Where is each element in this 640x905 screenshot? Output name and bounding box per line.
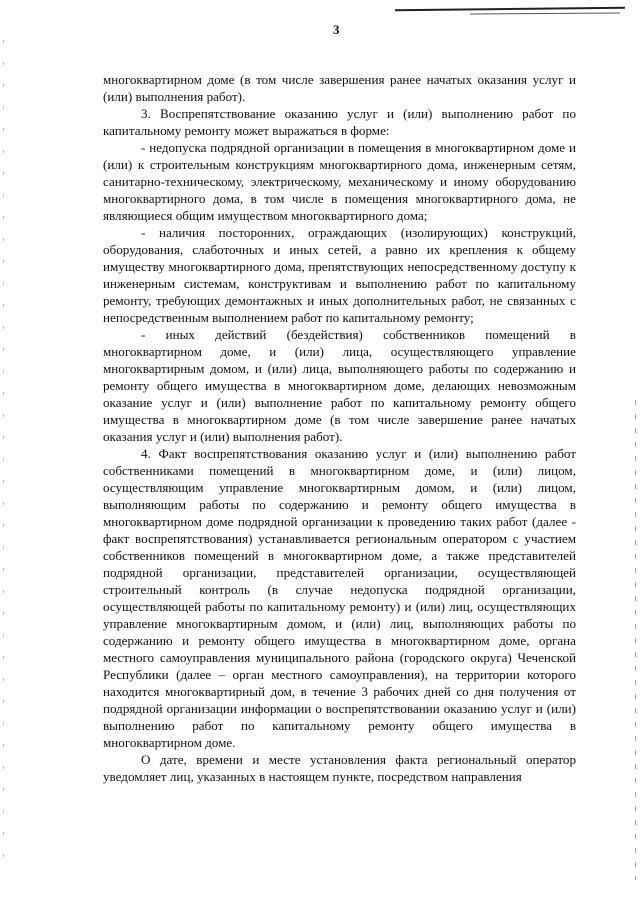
scan-edge-left	[3, 40, 4, 870]
paragraph-clause-4: 4. Факт воспрепятствования оказанию услуг и (или) выполнению работ собственниками помещений в многоквартирном доме, и (или) лицом, осуществляющим управление многоквартирным домом, и (или) лицом, выполняющим работы по содержанию и ремонту общего имущества в многоквартирном доме подрядной организации к проведению таких работ (далее - факт воспрепятствования) устанавливается региональным оператором с участием собственников помещений в многоквартирном доме, а также представителей подрядной организации, представителей организации, осуществляющей строительный контроль (в случае недопуска подрядной организации, осуществляющей работы по капитальному ремонту) и (или) лиц, осуществляющих управление многоквартирным домом, и (или) лиц, выполняющих работы по содержанию и ремонту общего имущества в многоквартирном доме, органа местного самоуправления муниципального района (городского округа) Чеченской Республики (далее – орган местного самоуправления), на территории которого находится многоквартирный дом, в течение 3 рабочих дней со дня получения от подрядной организации информации о воспрепятствовании оказанию услуг и (или) выполнению работ по капитальному ремонту общего имущества в многоквартирном доме.	[103, 446, 576, 750]
page-number: 3	[333, 22, 340, 37]
paragraph-notification: О дате, времени и месте установления факта региональный оператор уведомляет лиц, указанных в настоящем пункте, посредством направления	[103, 752, 576, 784]
list-item-foreign-structures: - наличия посторонних, ограждающих (изолирующих) конструкций, оборудования, слаботочных и иных сетей, а равно их крепления к общему имуществу многоквартирного дома, препятствующих непосредственному доступу к инженерным системам, конструктивам и выполнению работ по капитальному ремонту, требующих демонтажных и иных дополнительных работ, не связанных с непосредственным выполнением работ по капитальному ремонту;	[103, 225, 576, 325]
list-item-access-denial: - недопуска подрядной организации в помещения в многоквартирном доме и (или) к строительным конструкциям многоквартирного дома, инженерным сетям, санитарно-техническому, электрическому, механическому и иному оборудованию многоквартирного дома, в том числе в помещения многоквартирного дома, не являющиеся общим имуществом многоквартирного дома;	[103, 140, 576, 223]
document-body	[103, 71, 576, 785]
scan-edge-right	[635, 400, 636, 880]
paragraph-continuation: многоквартирном доме (в том числе завершения ранее начатых оказания услуг и (или) выполнения работ).	[103, 72, 576, 104]
paragraph-clause-3: 3. Воспрепятствование оказанию услуг и (или) выполнению работ по капитальному ремонту может выражаться в форме:	[103, 106, 576, 138]
top-rule-secondary	[470, 12, 620, 14]
list-item-other-actions: - иных действий (бездействия) собственников помещений в многоквартирном доме, и (или) лица, осуществляющего управление многоквартирным домом, и (или) лица, выполняющего работы по содержанию и ремонту общего имущества в многоквартирном доме, делающих невозможным оказание услуг и (или) выполнение работ по капитальному ремонту общего имущества в многоквартирном доме (в том числе завершение ранее начатых оказания услуг и (или) выполнения работ).	[103, 327, 576, 444]
top-rule	[395, 7, 625, 11]
